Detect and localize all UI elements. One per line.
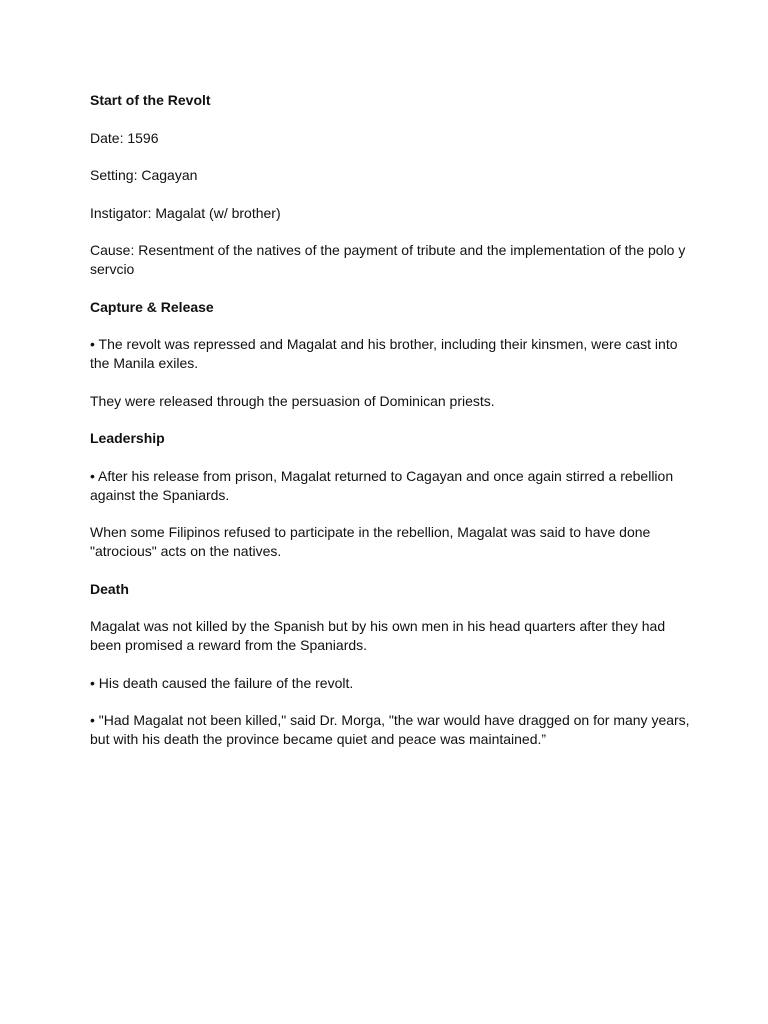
atrocious-paragraph: When some Filipinos refused to participate in the rebellion, Magalat was said to have done "atrocious" acts on the natives. xyxy=(90,524,651,559)
killed-paragraph: Magalat was not killed by the Spanish but by his own men in his head quarters after they had been promised a reward from the Spaniards. xyxy=(90,618,666,653)
cause-paragraph: Cause: Resentment of the natives of the payment of tribute and the implementation of the polo y servcio xyxy=(90,242,686,277)
morga-quote-paragraph: • "Had Magalat not been killed," said Dr. Morga, "the war would have dragged on for many years, but with his death the province became quiet and peace was maintained.” xyxy=(90,712,690,747)
section-heading-capture-release: Capture & Release xyxy=(90,298,214,315)
section-heading-leadership: Leadership xyxy=(90,430,165,446)
date-line: Date: 1596 xyxy=(90,129,159,146)
return-paragraph: • After his release from prison, Magalat returned to Cagayan and once again stirred a rebellion against the Spaniards. xyxy=(90,467,674,503)
setting-line: Setting: Cagayan xyxy=(90,167,198,183)
section-heading-start-of-revolt: Start of the Revolt xyxy=(90,92,211,108)
document-body xyxy=(90,91,690,768)
section-heading-death: Death xyxy=(90,580,129,597)
failure-paragraph: • His death caused the failure of the revolt. xyxy=(90,674,354,691)
repressed-paragraph: • The revolt was repressed and Magalat and his brother, including their kinsmen, were cast into the Manila exiles. xyxy=(90,336,678,371)
released-paragraph: They were released through the persuasion of Dominican priests. xyxy=(90,392,495,409)
instigator-line: Instigator: Magalat (w/ brother) xyxy=(90,204,281,221)
